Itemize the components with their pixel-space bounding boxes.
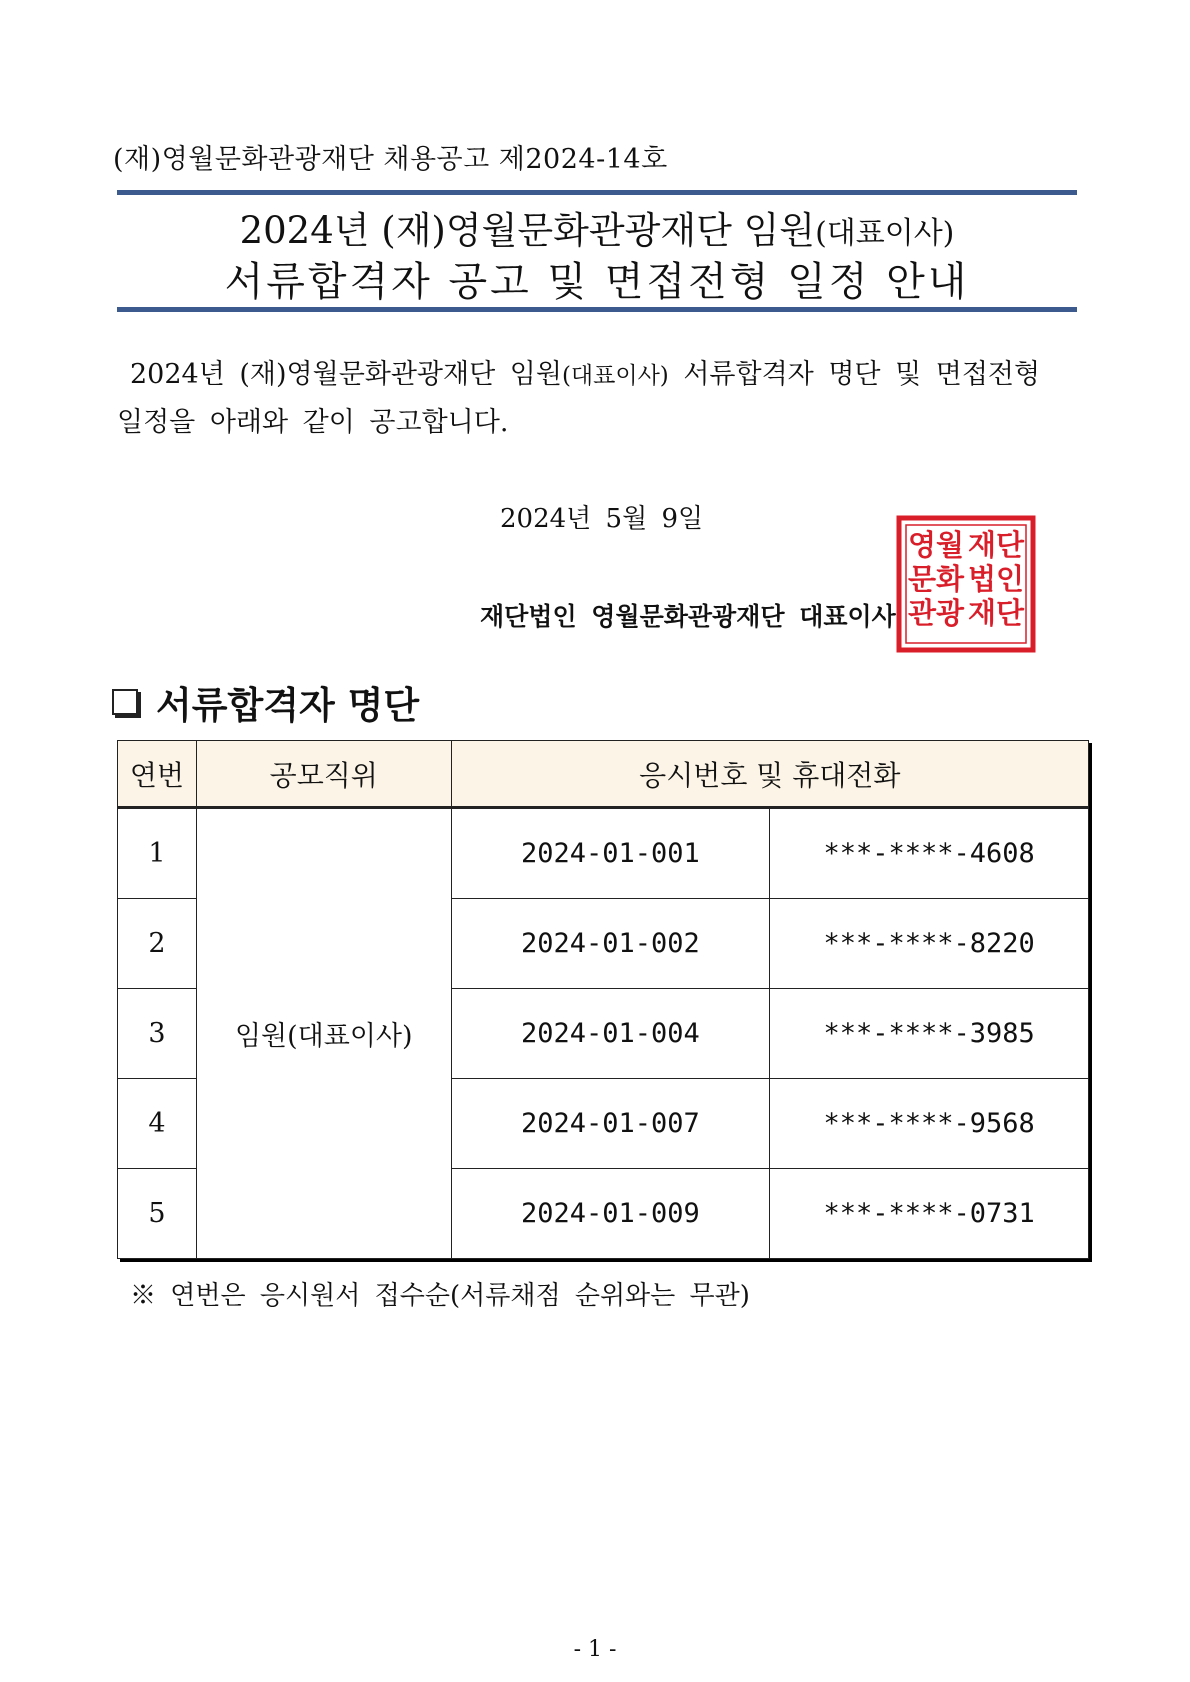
row-number: 4	[118, 1079, 197, 1169]
position-cell: 임원(대표이사)	[196, 808, 451, 1259]
phone-number: ***-****-3985	[770, 989, 1089, 1079]
phone-number: ***-****-4608	[770, 808, 1089, 899]
intro-line-1-main: 2024년 (재)영월문화관광재단 임원	[130, 359, 562, 390]
title-top-rule	[117, 190, 1077, 195]
checkbox-square-icon	[112, 689, 138, 715]
table-header-row	[118, 741, 1089, 808]
row-number: 3	[118, 989, 197, 1079]
svg-text:재단: 재단	[967, 528, 1025, 562]
notice-number: (재)영월문화관광재단 채용공고 제2024-14호	[113, 144, 668, 175]
header-exam-phone: 응시번호 및 휴대전화	[451, 741, 1088, 808]
intro-line-1	[130, 352, 1040, 391]
svg-text:문화: 문화	[907, 562, 965, 596]
title-line-1-main: 2024년 (재)영월문화관광재단 임원	[239, 209, 816, 252]
header-number: 연번	[118, 741, 197, 808]
announcement-date: 2024년 5월 9일	[500, 504, 704, 534]
svg-text:재단: 재단	[967, 596, 1025, 630]
header-position: 공모직위	[196, 741, 451, 808]
title-line-1	[117, 200, 1077, 254]
svg-text:법인: 법인	[967, 562, 1025, 596]
row-number: 1	[118, 808, 197, 899]
intro-line-1-small: (대표이사)	[561, 363, 669, 389]
exam-number: 2024-01-002	[451, 899, 770, 989]
exam-number: 2024-01-007	[451, 1079, 770, 1169]
footnote: ※ 연번은 응시원서 접수순(서류채점 순위와는 무관)	[130, 1281, 750, 1311]
svg-text:영월: 영월	[907, 528, 965, 562]
phone-number: ***-****-0731	[770, 1169, 1089, 1259]
title-bottom-rule	[117, 307, 1077, 312]
phone-number: ***-****-9568	[770, 1079, 1089, 1169]
official-seal	[896, 515, 1036, 653]
title-line-2: 서류합격자 공고 및 면접전형 일정 안내	[224, 259, 970, 305]
issuer-name: 재단법인 영월문화관광재단 대표이사	[480, 602, 896, 631]
row-number: 5	[118, 1169, 197, 1259]
table-row	[118, 808, 1089, 899]
title-line-1-small: (대표이사)	[815, 216, 955, 251]
section-title: 서류합격자 명단	[156, 684, 420, 727]
page-number: - 1 -	[573, 1637, 617, 1662]
section-heading	[112, 675, 419, 729]
row-number: 2	[118, 899, 197, 989]
phone-number: ***-****-8220	[770, 899, 1089, 989]
intro-line-2: 일정을 아래와 같이 공고합니다.	[117, 407, 509, 438]
svg-text:관광: 관광	[907, 596, 965, 630]
exam-number: 2024-01-009	[451, 1169, 770, 1259]
candidate-table	[117, 740, 1089, 1259]
intro-line-1-rest: 서류합격자 명단 및 면접전형	[668, 359, 1041, 390]
exam-number: 2024-01-004	[451, 989, 770, 1079]
exam-number: 2024-01-001	[451, 808, 770, 899]
